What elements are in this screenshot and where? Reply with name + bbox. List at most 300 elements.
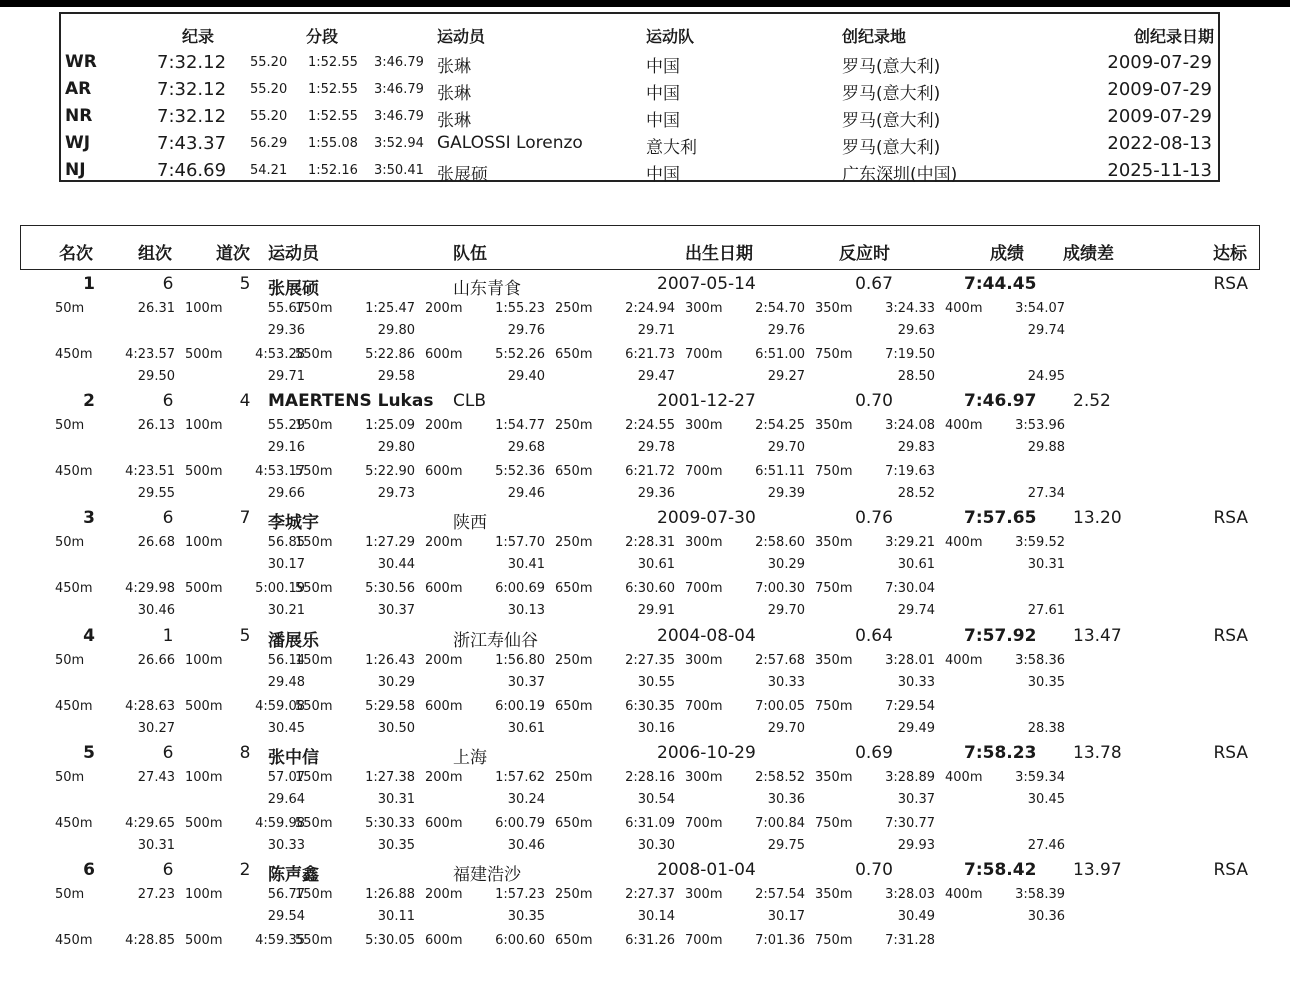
split-time: 1:55.23 [495, 301, 545, 316]
split-time: 4:59.35 [255, 933, 305, 948]
rank-cell: 6 [83, 860, 95, 880]
reaction-time: 0.70 [855, 391, 893, 412]
split-cell [425, 535, 545, 583]
record-team: 中国 [646, 165, 680, 185]
time-diff: 13.97 [1073, 860, 1122, 880]
split-time: 2:54.70 [755, 301, 805, 316]
records-header-team: 运动队 [646, 27, 695, 46]
split-cell [55, 770, 175, 818]
split-pace: 29.76 [507, 323, 545, 338]
record-split-50: 55.20 [250, 109, 288, 124]
split-time: 3:58.39 [1015, 887, 1065, 902]
split-pace: 29.80 [377, 440, 415, 456]
split-time: 56.85 [267, 535, 305, 551]
split-time: 3:59.34 [1015, 769, 1065, 785]
split-distance: 150m [295, 652, 333, 668]
lane-cell: 5 [239, 625, 251, 646]
split-cell [945, 699, 1065, 747]
split-distance: 400m [945, 418, 983, 434]
split-time: 1:57.23 [495, 887, 545, 902]
record-code: WR [65, 52, 97, 72]
split-distance: 650m [555, 464, 593, 480]
header-heat: 组次 [138, 244, 172, 264]
split-time: 3:24.33 [885, 301, 935, 316]
split-distance: 550m [295, 933, 333, 948]
split-pace: 30.49 [897, 909, 935, 924]
split-pace: 29.74 [1027, 323, 1065, 338]
split-cell [185, 887, 305, 935]
split-cell [945, 933, 1065, 981]
split-time: 55.67 [267, 301, 305, 316]
split-time: 4:59.98 [255, 815, 305, 831]
split-cell [295, 816, 415, 864]
time-diff: 13.20 [1073, 508, 1122, 529]
split-cell [685, 887, 805, 935]
split-distance: 350m [815, 769, 853, 785]
split-cell [815, 464, 935, 512]
split-cell [55, 535, 175, 583]
record-row [61, 52, 1218, 79]
records-header-record: 纪录 [182, 27, 215, 46]
split-cell [815, 301, 935, 349]
record-date: 2009-07-29 [1107, 106, 1212, 127]
standard-badge: RSA [1213, 742, 1248, 763]
split-distance: 200m [425, 652, 463, 668]
split-time: 4:23.51 [125, 464, 175, 480]
split-pace: 29.36 [637, 486, 675, 502]
split-distance: 200m [425, 769, 463, 785]
record-date: 2009-07-29 [1107, 52, 1212, 73]
athlete-name: 张展硕 [268, 279, 319, 299]
record-split-200: 3:52.94 [374, 136, 424, 151]
final-time: 7:57.65 [964, 508, 1037, 529]
lane-cell: 5 [239, 274, 251, 294]
athlete-row [0, 508, 1290, 625]
split-time: 2:54.25 [755, 418, 805, 434]
split-time: 3:54.07 [1015, 301, 1065, 316]
split-time: 7:31.28 [885, 933, 935, 948]
split-cell [185, 347, 305, 395]
split-pace: 30.17 [267, 557, 305, 573]
record-split-200: 3:46.79 [374, 55, 424, 70]
split-pace: 29.66 [267, 486, 305, 502]
split-cell [185, 301, 305, 349]
record-split-200: 3:46.79 [374, 109, 424, 124]
split-cell [945, 770, 1065, 818]
split-time: 4:23.57 [125, 347, 175, 362]
split-distance: 400m [945, 652, 983, 668]
record-time: 7:32.12 [157, 79, 227, 100]
split-cell [55, 581, 175, 629]
reaction-time: 0.69 [855, 742, 893, 763]
split-cell [185, 699, 305, 747]
split-pace: 30.17 [767, 909, 805, 924]
split-time: 1:27.29 [365, 535, 415, 551]
split-distance: 250m [555, 652, 593, 668]
split-time: 56.77 [267, 887, 305, 902]
split-distance: 150m [295, 887, 333, 902]
split-cell [555, 933, 675, 981]
split-cell [555, 581, 675, 629]
split-time: 55.29 [267, 418, 305, 434]
split-distance: 750m [815, 581, 853, 597]
split-distance: 150m [295, 535, 333, 551]
split-cell [685, 653, 805, 701]
split-distance: 50m [55, 301, 85, 316]
split-cell [55, 699, 175, 747]
split-pace: 30.14 [637, 909, 675, 924]
split-time: 2:58.60 [755, 535, 805, 551]
split-pace: 29.68 [507, 440, 545, 456]
split-pace: 29.63 [897, 323, 935, 338]
final-time: 7:44.45 [964, 274, 1037, 294]
split-distance: 700m [685, 815, 723, 831]
record-split-200: 3:46.79 [374, 82, 424, 97]
split-cell [185, 653, 305, 701]
split-distance: 400m [945, 887, 983, 902]
split-time: 3:59.52 [1015, 535, 1065, 551]
split-distance: 300m [685, 418, 723, 434]
split-pace: 29.46 [507, 486, 545, 502]
split-pace: 29.54 [267, 909, 305, 924]
split-distance: 50m [55, 418, 85, 434]
split-time: 4:28.85 [125, 933, 175, 948]
split-cell [555, 464, 675, 512]
lane-cell: 8 [239, 742, 251, 763]
split-time: 2:28.31 [625, 535, 675, 551]
split-time: 27.23 [137, 887, 175, 902]
split-cell [295, 699, 415, 747]
split-time: 5:30.05 [365, 933, 415, 948]
split-time: 7:30.77 [885, 815, 935, 831]
split-pace: 30.35 [507, 909, 545, 924]
split-distance: 550m [295, 347, 333, 362]
split-distance: 750m [815, 933, 853, 948]
lane-cell: 2 [239, 860, 251, 880]
split-pace: 30.37 [897, 791, 935, 807]
split-time: 7:30.04 [885, 581, 935, 597]
record-team: 中国 [646, 84, 680, 104]
split-time: 6:00.19 [495, 698, 545, 714]
split-time: 1:25.47 [365, 301, 415, 316]
record-split-200: 3:50.41 [374, 163, 424, 178]
reaction-time: 0.64 [855, 625, 893, 646]
split-distance: 550m [295, 698, 333, 714]
split-pace: 29.27 [767, 369, 805, 384]
split-distance: 300m [685, 301, 723, 316]
split-time: 26.68 [137, 535, 175, 551]
split-time: 26.66 [137, 652, 175, 668]
split-cell [295, 770, 415, 818]
split-pace: 29.75 [767, 837, 805, 853]
split-time: 3:28.89 [885, 769, 935, 785]
split-time: 3:28.03 [885, 887, 935, 902]
athlete-row [0, 860, 1290, 977]
record-place: 罗马(意大利) [842, 111, 941, 131]
split-pace: 30.27 [137, 720, 175, 736]
split-distance: 100m [185, 769, 223, 785]
final-time: 7:58.42 [964, 860, 1037, 880]
split-cell [55, 653, 175, 701]
split-time: 7:19.50 [885, 347, 935, 362]
record-split-50: 55.20 [250, 82, 288, 97]
split-time: 6:30.35 [625, 698, 675, 714]
split-distance: 450m [55, 581, 93, 597]
time-diff: 2.52 [1073, 391, 1111, 412]
split-cell [185, 464, 305, 512]
athlete-name: 张中信 [268, 747, 319, 768]
split-cell [945, 535, 1065, 583]
split-distance: 600m [425, 464, 463, 480]
split-pace: 30.37 [377, 603, 415, 619]
split-cell [685, 347, 805, 395]
split-time: 2:57.68 [755, 652, 805, 668]
split-time: 1:26.88 [365, 887, 415, 902]
split-pace: 30.29 [377, 674, 415, 690]
split-distance: 700m [685, 347, 723, 362]
split-pace: 30.29 [767, 557, 805, 573]
athlete-row [0, 743, 1290, 860]
split-distance: 750m [815, 464, 853, 480]
header-team: 队伍 [453, 244, 487, 264]
split-cell [185, 770, 305, 818]
split-cell [295, 464, 415, 512]
athlete-name: MAERTENS Lukas [268, 391, 434, 412]
split-pace: 30.46 [507, 837, 545, 853]
heat-cell: 6 [162, 274, 174, 294]
header-athlete: 运动员 [268, 244, 319, 264]
split-cell [815, 699, 935, 747]
header-rank: 名次 [59, 244, 93, 264]
split-time: 1:54.77 [495, 418, 545, 434]
split-time: 7:00.05 [755, 698, 805, 714]
split-pace: 29.70 [767, 440, 805, 456]
record-athlete: 张琳 [437, 111, 471, 131]
split-distance: 200m [425, 418, 463, 434]
split-distance: 200m [425, 301, 463, 316]
split-cell [295, 933, 415, 981]
split-cell [425, 301, 545, 349]
split-cell [685, 418, 805, 466]
split-distance: 600m [425, 933, 463, 948]
split-time: 5:30.33 [365, 815, 415, 831]
split-distance: 650m [555, 698, 593, 714]
team-name: CLB [453, 391, 487, 412]
split-pace: 30.31 [1027, 557, 1065, 573]
reaction-time: 0.67 [855, 274, 893, 294]
split-distance: 50m [55, 535, 85, 551]
split-time: 4:53.17 [255, 464, 305, 480]
split-time: 3:58.36 [1015, 652, 1065, 668]
record-team: 中国 [646, 111, 680, 131]
record-code: NR [65, 106, 93, 126]
split-pace: 30.31 [137, 837, 175, 853]
record-place: 罗马(意大利) [842, 84, 941, 104]
split-cell [555, 653, 675, 701]
split-pace: 28.52 [897, 486, 935, 502]
split-distance: 200m [425, 887, 463, 902]
record-date: 2022-08-13 [1107, 133, 1212, 154]
split-distance: 250m [555, 887, 593, 902]
record-row [61, 79, 1218, 106]
top-border [0, 0, 1290, 7]
split-pace: 30.36 [767, 791, 805, 807]
athlete-name: 陈声鑫 [268, 865, 319, 885]
record-split-100: 1:52.55 [308, 55, 358, 70]
record-split-50: 55.20 [250, 55, 288, 70]
split-cell [815, 581, 935, 629]
split-cell [425, 464, 545, 512]
standard-badge: RSA [1213, 860, 1248, 880]
split-pace: 30.54 [637, 791, 675, 807]
split-cell [295, 347, 415, 395]
record-athlete: GALOSSI Lorenzo [437, 133, 583, 153]
rank-cell: 3 [83, 508, 95, 529]
split-time: 26.13 [137, 418, 175, 434]
split-time: 7:29.54 [885, 698, 935, 714]
split-distance: 350m [815, 301, 853, 316]
split-pace: 30.36 [1027, 909, 1065, 924]
split-pace: 29.73 [377, 486, 415, 502]
split-pace: 30.61 [507, 720, 545, 736]
final-time: 7:58.23 [964, 742, 1037, 763]
split-pace: 30.37 [507, 674, 545, 690]
split-cell [685, 770, 805, 818]
record-place: 罗马(意大利) [842, 57, 941, 77]
records-header-athlete: 运动员 [437, 27, 486, 46]
split-cell [295, 581, 415, 629]
heat-cell: 1 [162, 625, 174, 646]
rank-cell: 5 [83, 742, 95, 763]
split-time: 5:30.56 [365, 581, 415, 597]
split-cell [555, 347, 675, 395]
split-distance: 600m [425, 347, 463, 362]
athlete-name: 李城宇 [268, 513, 319, 534]
record-athlete: 张琳 [437, 57, 471, 77]
split-cell [815, 816, 935, 864]
split-cell [555, 699, 675, 747]
split-distance: 50m [55, 652, 85, 668]
split-cell [55, 887, 175, 935]
split-pace: 29.71 [267, 369, 305, 384]
split-distance: 250m [555, 418, 593, 434]
split-time: 2:24.94 [625, 301, 675, 316]
split-time: 6:00.60 [495, 933, 545, 948]
split-pace: 29.71 [637, 323, 675, 338]
header-reaction: 反应时 [839, 244, 890, 264]
split-cell [685, 301, 805, 349]
split-time: 5:00.19 [255, 581, 305, 597]
split-distance: 500m [185, 581, 223, 597]
split-cell [685, 535, 805, 583]
split-distance: 750m [815, 347, 853, 362]
split-distance: 100m [185, 535, 223, 551]
split-time: 3:29.21 [885, 535, 935, 551]
split-distance: 350m [815, 418, 853, 434]
split-pace: 29.55 [137, 486, 175, 502]
split-cell [55, 816, 175, 864]
split-time: 5:29.58 [365, 698, 415, 714]
standard-badge: RSA [1213, 625, 1248, 646]
split-distance: 300m [685, 769, 723, 785]
athlete-row [0, 274, 1290, 391]
split-pace: 30.24 [507, 791, 545, 807]
record-split-100: 1:55.08 [308, 136, 358, 151]
split-pace: 30.33 [897, 674, 935, 690]
split-cell [945, 347, 1065, 395]
split-distance: 450m [55, 815, 93, 831]
split-cell [945, 301, 1065, 349]
split-time: 5:52.26 [495, 347, 545, 362]
split-cell [55, 464, 175, 512]
split-time: 57.07 [267, 769, 305, 785]
split-distance: 100m [185, 418, 223, 434]
time-diff: 13.47 [1073, 625, 1122, 646]
split-pace: 30.41 [507, 557, 545, 573]
record-split-50: 56.29 [250, 136, 288, 151]
split-time: 26.31 [137, 301, 175, 316]
split-cell [555, 301, 675, 349]
split-distance: 700m [685, 933, 723, 948]
split-time: 1:57.62 [495, 769, 545, 785]
split-pace: 30.44 [377, 557, 415, 573]
split-cell [425, 653, 545, 701]
heat-cell: 6 [162, 742, 174, 763]
split-cell [295, 653, 415, 701]
split-distance: 100m [185, 301, 223, 316]
split-cell [945, 581, 1065, 629]
split-time: 6:31.26 [625, 933, 675, 948]
split-pace: 29.49 [897, 720, 935, 736]
split-time: 6:21.73 [625, 347, 675, 362]
split-distance: 300m [685, 652, 723, 668]
split-pace: 29.58 [377, 369, 415, 384]
records-header-date: 创纪录日期 [1133, 27, 1214, 46]
split-cell [185, 933, 305, 981]
split-pace: 30.13 [507, 603, 545, 619]
split-time: 4:29.65 [125, 815, 175, 831]
split-distance: 250m [555, 535, 593, 551]
split-cell [945, 418, 1065, 466]
record-time: 7:43.37 [157, 133, 227, 154]
standard-badge: RSA [1213, 274, 1248, 294]
split-distance: 50m [55, 769, 85, 785]
split-pace: 29.74 [897, 603, 935, 619]
split-distance: 500m [185, 464, 223, 480]
record-split-50: 54.21 [250, 163, 288, 178]
split-cell [425, 347, 545, 395]
split-distance: 650m [555, 933, 593, 948]
split-pace: 30.11 [377, 909, 415, 924]
split-pace: 30.31 [377, 791, 415, 807]
split-time: 5:52.36 [495, 464, 545, 480]
split-cell [295, 887, 415, 935]
split-cell [55, 347, 175, 395]
split-cell [425, 770, 545, 818]
split-distance: 700m [685, 581, 723, 597]
lane-cell: 7 [239, 508, 251, 529]
record-team: 意大利 [646, 138, 697, 158]
record-date: 2025-11-13 [1107, 160, 1212, 181]
split-time: 3:28.01 [885, 652, 935, 668]
split-pace: 29.88 [1027, 440, 1065, 456]
split-time: 1:27.38 [365, 769, 415, 785]
split-distance: 600m [425, 815, 463, 831]
split-pace: 29.76 [767, 323, 805, 338]
split-distance: 450m [55, 347, 93, 362]
record-split-100: 1:52.55 [308, 82, 358, 97]
split-cell [425, 418, 545, 466]
